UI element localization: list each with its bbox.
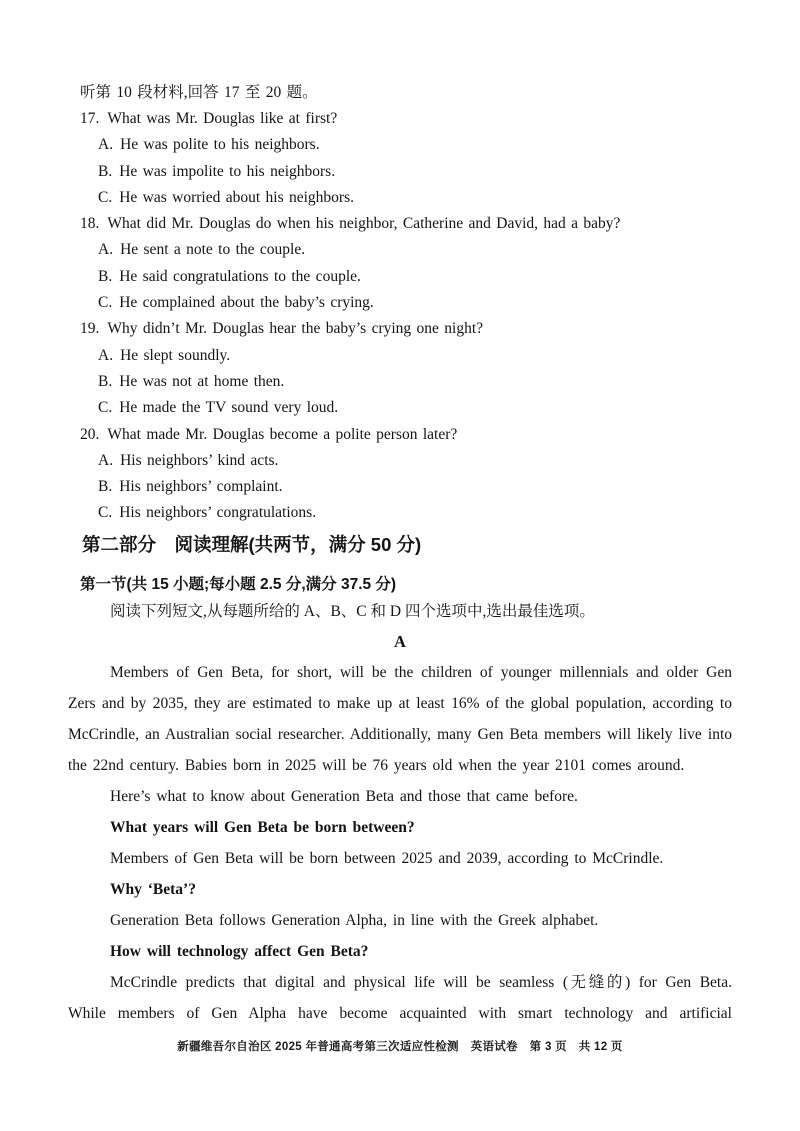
part2-heading: 第二部分 阅读理解(共两节，满分 50 分): [82, 533, 422, 555]
option-row: [68, 474, 732, 500]
option-label: A.: [98, 241, 114, 259]
option-row: [68, 185, 732, 211]
option-label: A.: [98, 346, 114, 364]
passage-subheading: What years will Gen Beta be born between?: [110, 818, 415, 836]
question-row: [68, 422, 732, 448]
reading-instruction: 阅读下列短文,从每题所给的 A、B、C 和 D 四个选项中,选出最佳选项。: [110, 602, 595, 620]
option-label: C.: [98, 188, 113, 206]
option-label: B.: [98, 162, 113, 180]
option-label: B.: [98, 478, 113, 496]
option-text: He slept soundly.: [120, 346, 231, 364]
section1-heading: 第一节(共 15 小题;每小题 2.5 分,满分 37.5 分): [80, 575, 397, 593]
option-row: [68, 395, 732, 421]
question-row: [68, 106, 732, 132]
passage-paragraph: Members of Gen Beta, for short, will be the children of younger millennials and older Gen Zers and by 2035, they are estimated to make up at least 16% of the global population, according to McCrindle, an Australian social researcher. Additionally, many Gen Beta members will likely live into the 22nd century. Babies born in 2025 will be 76 years old when the year 2101 comes around.: [68, 663, 732, 774]
option-text: He sent a note to the couple.: [120, 241, 306, 259]
option-label: B.: [98, 372, 113, 390]
question-row: [68, 211, 732, 237]
page-footer: 新疆维吾尔自治区 2025 年普通高考第三次适应性检测 英语试卷 第 3 页 共 12 页: [177, 1040, 623, 1053]
option-label: B.: [98, 267, 113, 285]
option-text: He complained about the baby’s crying.: [119, 294, 374, 312]
passage-paragraph: Members of Gen Beta will be born between 2025 and 2039, according to McCrindle.: [110, 849, 664, 867]
option-row: [68, 159, 732, 185]
option-text: He was polite to his neighbors.: [120, 136, 320, 154]
option-label: C.: [98, 504, 113, 522]
option-text: He was not at home then.: [119, 372, 285, 390]
option-text: His neighbors’ kind acts.: [120, 451, 279, 469]
option-text: He made the TV sound very loud.: [119, 399, 339, 417]
passage: [68, 657, 732, 1029]
option-row: [68, 448, 732, 474]
passage-paragraph: Generation Beta follows Generation Alpha, in line with the Greek alphabet.: [110, 911, 599, 929]
option-label: C.: [98, 294, 113, 312]
option-text: He was worried about his neighbors.: [119, 188, 355, 206]
option-row: [68, 343, 732, 369]
question-number: 20.: [80, 425, 100, 443]
passage-label: A: [394, 631, 406, 651]
passage-subheading: Why ‘Beta’?: [110, 880, 196, 898]
question-text: Why didn’t Mr. Douglas hear the baby’s crying one night?: [107, 320, 484, 338]
option-row: [68, 500, 732, 526]
option-text: His neighbors’ complaint.: [119, 478, 283, 496]
option-label: C.: [98, 399, 113, 417]
option-text: His neighbors’ congratulations.: [119, 504, 317, 522]
listening-questions: [68, 106, 732, 527]
option-row: [68, 264, 732, 290]
passage-paragraph: While members of Gen Alpha have become acquainted with smart technology and artificial: [68, 1004, 732, 1022]
question-text: What did Mr. Douglas do when his neighbor, Catherine and David, had a baby?: [107, 215, 621, 233]
question-row: [68, 316, 732, 342]
option-row: [68, 290, 732, 316]
question-number: 19.: [80, 320, 100, 338]
option-label: A.: [98, 451, 114, 469]
question-number: 18.: [80, 215, 100, 233]
option-text: He said congratulations to the couple.: [119, 267, 361, 285]
option-text: He was impolite to his neighbors.: [119, 162, 336, 180]
passage-subheading: How will technology affect Gen Beta?: [110, 942, 369, 960]
listening-section-note: 听第 10 段材料,回答 17 至 20 题。: [80, 84, 318, 101]
question-text: What made Mr. Douglas become a polite person later?: [107, 425, 458, 443]
passage-paragraph: Here’s what to know about Generation Beta and those that came before.: [110, 787, 578, 805]
passage-paragraph: McCrindle predicts that digital and physical life will be seamless (无缝的) for Gen Beta.: [110, 973, 732, 991]
question-number: 17.: [80, 110, 100, 127]
option-row: [68, 369, 732, 395]
option-row: [68, 237, 732, 263]
option-row: [68, 132, 732, 158]
question-text: What was Mr. Douglas like at first?: [107, 110, 338, 127]
option-label: A.: [98, 136, 114, 154]
